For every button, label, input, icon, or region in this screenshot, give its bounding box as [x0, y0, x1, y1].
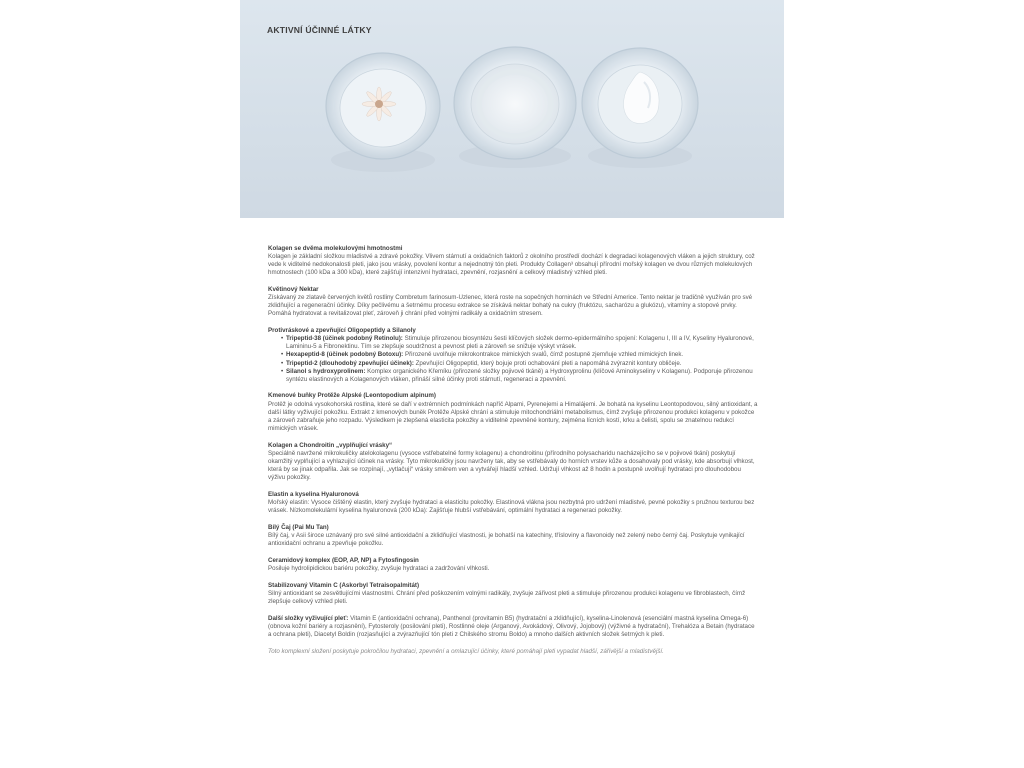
section-text: Speciálně navržené mikrokuličky atelokolagenu (vysoce vstřebatelné formy kolagenu) a chondroitinu (přírodního polysacharidu nacházejícího se v pojivové tkáni) poskytují okamžitý vyplňující a vyhlazující účinek na vrásky. Tyto mikrokuličky jsou navrženy tak, aby se vstřebávaly do horních vrstev kůže a dosahovaly pod vrásky, kde absorbují vlhkost, která by se jinak odpařila. Jak se rozpínají, „vytlačují“ vrásky směrem ven a vytvářejí hladší vzhled. Udržují vlhkost až 8 hodin a postupně uvolňují hydrataci pro dlouhodobou výživu pokožky.	[268, 449, 755, 481]
other-head: Další složky vyživující pleť:	[268, 614, 349, 622]
bullet-head: Hexapeptid-8 (účinek podobný Botoxu):	[286, 351, 404, 359]
section-collagen	[268, 245, 758, 277]
section-collagen-chondroitin	[268, 442, 758, 482]
bullet-head: Tripeptid-38 (účinek podobný Retinolu):	[286, 335, 403, 343]
list-item	[282, 351, 758, 359]
section-edelweiss-stem-cells	[268, 392, 758, 432]
bullet-text: Komplex organického Křemíku (přirozené složky pojivové tkáně) a Hydroxyprolinu (klíčové Aminokyseliny v Kolagenu). Podporuje přirozenou syntézu elastinových a Kolagenových vláken, přináší silné účinky proti stárnutí, regeneraci a zpevnění.	[286, 367, 753, 383]
hero-image	[240, 0, 784, 218]
section-text: Bílý čaj, v Asii široce uznávaný pro své silné antioxidační a zklidňující vlastnosti, je bohatší na katechiny, třísloviny a flavonoidy než zelený nebo černý čaj. Poskytuje vynikající antioxidační ochranu a zpevňuje pokožku.	[268, 531, 745, 547]
hero-title: AKTIVNÍ ÚČINNÉ LÁTKY	[267, 25, 372, 35]
section-text: Posiluje hydrolipidickou bariéru pokožky, zvyšuje hydrataci a zadržování vlhkosti.	[268, 564, 490, 572]
bullet-text: Zpevňující Oligopeptid, který bojuje proti ochabování pleti a napomáhá zvýraznit kontury obličeje.	[413, 359, 682, 367]
powder-dish-icon	[454, 47, 576, 168]
section-title: Kmenové buňky Protěže Alpské (Leontopodium alpinum)	[268, 392, 436, 400]
bullet-text: Stimuluje přirozenou biosyntézu šesti klíčových složek dermo-epidermálního spojení: Kolagenu I, III a IV, Kyseliny Hyaluronové, Lamininu-5 a Fibronektinu. Tím se zlepšuje soudržnost a pevnost pleti a zároveň se snižuje výskyt vrásek.	[286, 335, 754, 351]
section-title: Bílý Čaj (Pai Mu Tan)	[268, 523, 329, 531]
ingredients-content	[268, 245, 758, 656]
section-text: Mořský elastin: Vysoce čištěný elastin, který zvyšuje hydrataci a elasticitu pokožky. Elastinová vlákna jsou nezbytná pro udržení mladistvé, pevné pokožky s pružnou texturou bez vrásek. Nízkomolekulární kyselina hyaluronová (200 kDa): Zajišťuje hlubší vstřebávání, optimální hydrataci a regeneraci pokožky.	[268, 498, 755, 514]
section-title: Elastin a kyselina Hyaluronová	[268, 490, 359, 498]
list-item	[282, 368, 758, 384]
flower-dish-icon	[326, 53, 440, 172]
cream-dish-icon	[582, 48, 698, 168]
section-title: Květinový Nektar	[268, 286, 319, 294]
section-text: Kolagen je základní složkou mladistvé a zdravé pokožky. Vlivem stárnutí a oxidačních faktorů z okolního prostředí dochází k degradaci kolagenových vláken a jejich struktury, což vede k viditelné nedokonalosti pleti, jako jsou vrásky, povolení kontur a nejednotný tón pleti. Produkty Collagen³ obsahují přírodní mořský kolagen ve dvou různých molekulových hmotnostech (100 kDa a 300 kDa), které zajišťují intenzivní hydrataci, zpevnění, rozjasnění a celkový mladistvý vzhled pleti.	[268, 253, 755, 277]
other-text: Vitamin E (antioxidační ochrana), Panthenol (provitamin B5) (hydratační a zklidňující), kyselina-Linolenová (esenciální mastná kyselina Omega-6) (obnova kožní bariéry a rozjasnění), Fytosteroly (posilování pleti), Rostlinné oleje (Arganový, Avokádový, Olivový, Jojobový) (výživné a hydratační), Trehalóza a Betain (hydratace a ochrana pleti), Diacetyl Boldin (rozjasňující a zvýrazňující tón pleti z Chilského stromu Boldo) a mnoho dalších aktivních složek šetrných k pleti.	[268, 614, 755, 638]
list-item	[282, 360, 758, 368]
bullet-head: Tripeptid-2 (dlouhodobý zpevňující účinek):	[286, 359, 414, 367]
section-text: Silný antioxidant se zesvětlujícími vlastnostmi. Chrání před poškozením volnými radikály, zvyšuje zářivost pleti a stimuluje přirozenou produkci kolagenu ve fibroblastech, čímž zlepšuje celkový vzhled pleti.	[268, 589, 746, 605]
section-title: Ceramidový komplex (EOP, AP, NP) a Fytosfingosin	[268, 556, 419, 564]
section-oligopeptides	[268, 327, 758, 384]
bullet-text: Přirozeně uvolňuje mikrokontrakce mimických svalů, čímž postupně zjemňuje vzhled mimických linek.	[403, 351, 684, 359]
section-title: Kolagen se dvěma molekulovými hmotnostmi	[268, 245, 403, 252]
footer-note: Toto komplexní složení poskytuje pokročilou hydrataci, zpevnění a omlazující účinky, které pomáhají pleti vypadat hladší, zářivější a mladistvější.	[268, 647, 664, 655]
section-text: Protěž je odolná vysokohorská rostlina, které se daří v extrémních podmínkách napříč Alpami, Pyrenejemi a Himalájemi. Je bohatá na kyselinu Leontopodovou, silný antioxidant, a další látky vyživující pokožku. Extrakt z kmenových buněk Protěže Alpské chrání a stimuluje mitochondriální metabolismus, čímž zvyšuje přirozenou produkci kolagenu v pokožce a zároveň zabraňuje jeho rozpadu. Výsledkem je zlepšená elasticita pokožky a viditelně zpevněné kontury, zejména lícních kostí, krku a čelisti, spolu se znatelnou redukcí mimických vrásek.	[268, 400, 758, 432]
section-other-ingredients	[268, 615, 758, 639]
bullet-head: Silanol s hydroxyprolinem:	[286, 367, 366, 375]
section-title: Kolagen a Chondroitin „vyplňující vrásky“	[268, 441, 393, 449]
section-ceramides	[268, 557, 758, 573]
section-title: Protivráskové a zpevňující Oligopeptidy a Silanoly	[268, 327, 416, 335]
section-elastin-hyaluronic	[268, 491, 758, 515]
peptide-list	[268, 335, 758, 384]
section-white-tea	[268, 524, 758, 548]
section-flower-nectar	[268, 286, 758, 318]
section-text: Získávaný ze zlatavě červených květů rostliny Combretum farinosum-Uzlenec, která roste na sopečných horninách ve Střední Americe. Tento nektar je tradičně využíván pro své zklidňující a regenerační účinky. Díky pečlivému a šetrnému procesu extrakce se získává nektar bohatý na cukry (fruktózu, sacharózu a glukózu), vitamíny a stopové prvky. Pomáhá hydratovat a revitalizovat pleť, zároveň ji chrání před volnými radikály a oxidačním stresem.	[268, 294, 753, 318]
list-item	[282, 335, 758, 351]
section-title: Stabilizovaný Vitamin C (Askorbyl Tetraisopalmitát)	[268, 581, 420, 589]
section-vitamin-c	[268, 582, 758, 606]
section-text	[268, 615, 758, 639]
